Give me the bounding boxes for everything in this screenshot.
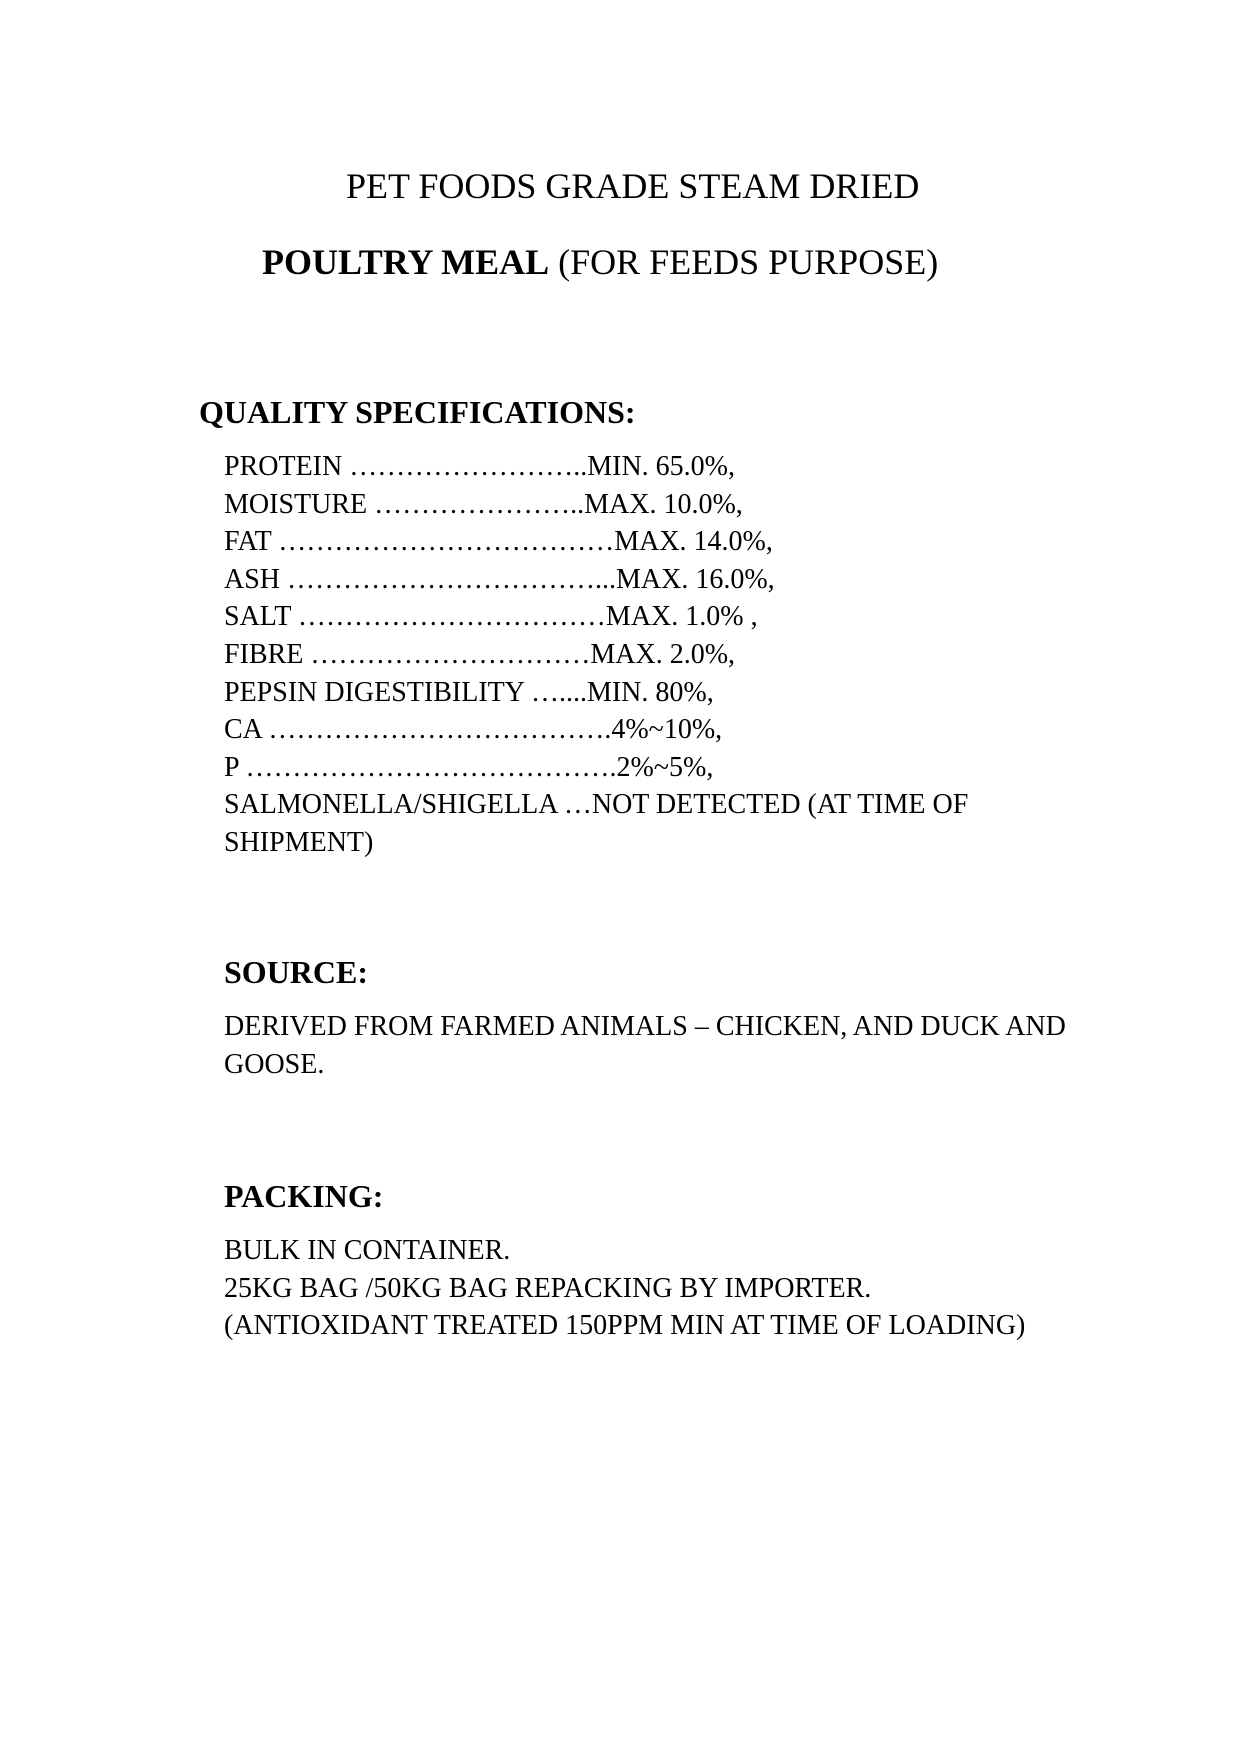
spec-p: P ………………………………….2%~5%, xyxy=(224,751,714,783)
packing-heading: PACKING: xyxy=(224,1178,384,1214)
quality-specifications-heading: QUALITY SPECIFICATIONS: xyxy=(199,394,636,430)
product-name: POULTRY MEAL xyxy=(262,242,550,282)
spec-pepsin-digestibility: PEPSIN DIGESTIBILITY …....MIN. 80%, xyxy=(224,676,714,708)
spec-salmonella-shigella: SALMONELLA/SHIGELLA …NOT DETECTED (AT TIME OF SHIPMENT) xyxy=(224,789,969,858)
document-subtitle xyxy=(262,240,938,284)
document-title: PET FOODS GRADE STEAM DRIED xyxy=(346,166,920,206)
spec-ash: ASH ……………………………...MAX. 16.0%, xyxy=(224,563,775,595)
packing-line-bags: 25KG BAG /50KG BAG REPACKING BY IMPORTER. xyxy=(224,1272,872,1304)
spec-moisture: MOISTURE …………………..MAX. 10.0%, xyxy=(224,488,743,520)
spec-ca: CA ……………………………….4%~10%, xyxy=(224,714,723,746)
packing-line-bulk: BULK IN CONTAINER. xyxy=(224,1235,511,1266)
source-heading: SOURCE: xyxy=(224,954,369,990)
spec-fat: FAT ………………………………MAX. 14.0%, xyxy=(224,526,773,558)
packing-line-antioxidant: (ANTIOXIDANT TREATED 150PPM MIN AT TIME OF LOADING) xyxy=(224,1310,1026,1342)
spec-fibre: FIBRE …………………………MAX. 2.0%, xyxy=(224,638,736,670)
quality-specifications-list xyxy=(224,448,1104,862)
packing-text xyxy=(224,1232,1104,1345)
product-purpose: (FOR FEEDS PURPOSE) xyxy=(549,242,939,282)
source-text: DERIVED FROM FARMED ANIMALS – CHICKEN, AND DUCK AND GOOSE. xyxy=(224,1011,1066,1080)
spec-protein: PROTEIN ……………………..MIN. 65.0%, xyxy=(224,451,735,482)
spec-salt: SALT ……………………………MAX. 1.0% , xyxy=(224,601,758,633)
